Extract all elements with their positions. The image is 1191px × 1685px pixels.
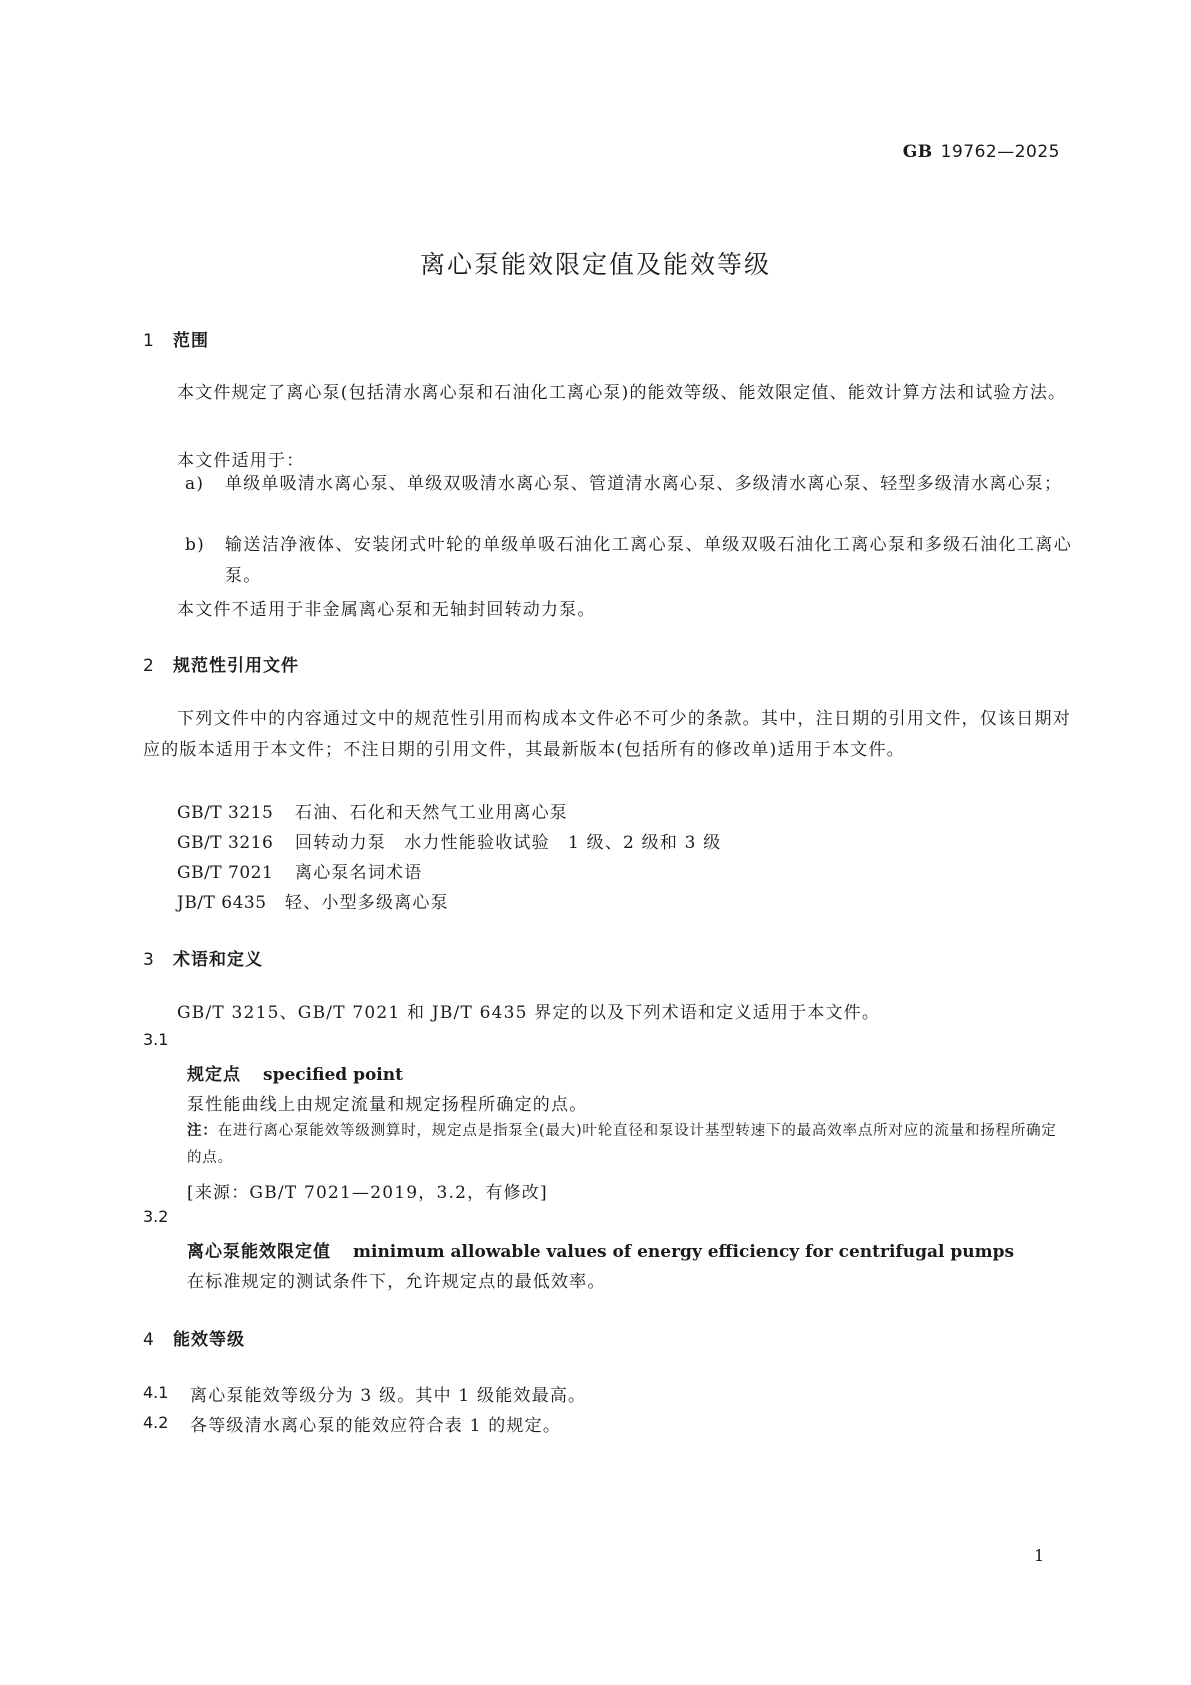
reference-item [177,828,721,853]
term-definition: 泵性能曲线上由规定流量和规定扬程所确定的点。 [187,1095,588,1115]
term-note [187,1118,1072,1172]
section-4-heading [143,1325,245,1350]
clause-number: 4.1 [143,1383,169,1402]
note-label: 注： [187,1123,218,1139]
reference-name: 轻、小型多级离心泵 [285,893,449,913]
standard-prefix: GB [902,142,933,162]
section-1-heading [143,326,209,351]
term-title [187,1237,1014,1262]
section-number: 2 [143,656,155,676]
list-item-a [187,469,1072,500]
term-number: 3.1 [143,1030,169,1049]
term-number: 3.2 [143,1207,169,1226]
section-2-paragraph: 下列文件中的内容通过文中的规范性引用而构成本文件必不可少的条款。其中，注日期的引用文件，仅该日期对应的版本适用于本文件；不注日期的引用文件，其最新版本(包括所有的修改单)适用于本文件。 [143,709,1071,760]
list-item-b [187,530,1072,592]
section-number: 4 [143,1330,155,1350]
page-number: 1 [1034,1546,1045,1565]
section-1-applies-to: 本文件适用于： [177,451,305,471]
term-source: [来源：GB/T 7021—2019，3.2，有修改] [187,1183,548,1203]
clause-text: 各等级清水离心泵的能效应符合表 1 的规定。 [190,1416,562,1436]
reference-name: 石油、石化和天然气工业用离心泵 [295,803,568,823]
term-english: minimum allowable values of energy efficiency for centrifugal pumps [353,1242,1015,1262]
reference-item [177,888,449,913]
term-definition: 在标准规定的测试条件下，允许规定点的最低效率。 [187,1272,606,1292]
reference-code: GB/T 3216 [177,833,274,853]
list-marker: b) [185,535,205,555]
note-text: 在进行离心泵能效等级测算时，规定点是指泵全(最大)叶轮直径和泵设计基型转速下的最高效率点所对应的流量和扬程所确定的点。 [187,1123,1057,1166]
standard-code: 19762—2025 [940,142,1060,162]
section-3-intro: GB/T 3215、GB/T 7021 和 JB/T 6435 界定的以及下列术语和定义适用于本文件。 [177,1003,881,1023]
reference-code: GB/T 3215 [177,803,274,823]
list-text: 输送洁净液体、安装闭式叶轮的单级单吸石油化工离心泵、单级双吸石油化工离心泵和多级石油化工离心泵。 [225,535,1072,586]
term-english: specified point [263,1065,403,1085]
standard-number [903,142,1060,162]
clause-number: 4.2 [143,1413,169,1432]
section-title: 范围 [173,331,209,351]
section-title: 术语和定义 [173,950,263,970]
list-text: 单级单吸清水离心泵、单级双吸清水离心泵、管道清水离心泵、多级清水离心泵、轻型多级清水离心泵； [225,474,1063,494]
reference-code: JB/T 6435 [177,893,267,913]
list-marker: a) [185,474,205,494]
section-number: 1 [143,331,155,351]
reference-code: GB/T 7021 [177,863,274,883]
section-1-exclusion: 本文件不适用于非金属离心泵和无轴封回转动力泵。 [177,600,596,620]
section-2-heading [143,651,299,676]
reference-name: 回转动力泵 水力性能验收试验 1 级、2 级和 3 级 [295,833,722,853]
reference-item [177,798,568,823]
section-title: 能效等级 [173,1330,245,1350]
document-title: 离心泵能效限定值及能效等级 [419,250,771,279]
term-title [187,1060,403,1085]
reference-name: 离心泵名词术语 [295,863,423,883]
reference-item [177,858,422,883]
section-1-paragraph: 本文件规定了离心泵(包括清水离心泵和石油化工离心泵)的能效等级、能效限定值、能效计算方法和试验方法。 [177,383,1067,403]
term-chinese: 离心泵能效限定值 [187,1242,331,1262]
section-3-heading [143,945,263,970]
clause-text: 离心泵能效等级分为 3 级。其中 1 级能效最高。 [190,1386,587,1406]
term-chinese: 规定点 [187,1065,241,1085]
section-title: 规范性引用文件 [173,656,299,676]
section-number: 3 [143,950,155,970]
